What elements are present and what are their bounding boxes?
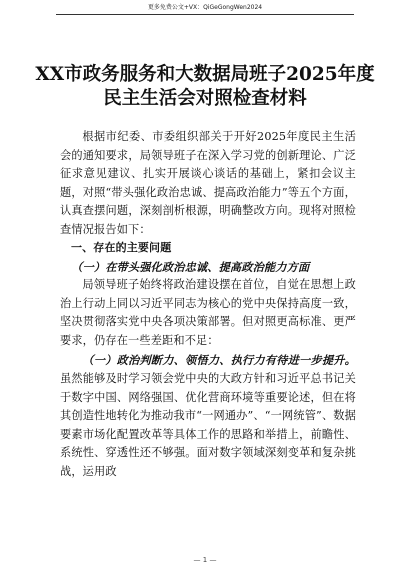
section-heading: 一、存在的主要问题 — [71, 241, 172, 255]
point-text: 虽然能够及时学习领会党中央的大政方针和习近平总书记关于数字中国、网络强国、优化营商环境等重要论述，但在将其创造性地转化为推动我市“一网通办”、“一网统管”、数据要素市场化配置改革等具体工作的思路和举措上，前瞻性、系统性、穿透性还不够强。面对数字领域深刻变革和复杂挑战，运用政 — [60, 372, 356, 478]
header-rule — [56, 14, 354, 15]
title-line-1: XX市政务服务和大数据局班子2025年度 — [35, 64, 375, 85]
subsection-heading: （一）在带头强化政治忠诚、提高政治能力方面 — [71, 259, 310, 274]
point-paragraph — [60, 351, 356, 482]
title-line-2: 民主生活会对照检查材料 — [103, 88, 307, 109]
page-header: 更多免费公文+VX：QiGeGongWen2024 — [147, 4, 263, 11]
document-title — [20, 63, 390, 111]
page-number: — 1 — — [193, 556, 217, 564]
point-lead: （一）政治判断力、领悟力、执行力有待进一步提升。 — [82, 352, 356, 367]
document-body — [60, 128, 356, 481]
intro-paragraph: 根据市纪委、市委组织部关于开好2025年度民主生活会的通知要求，局领导班子在深入学习党的创新理论、广泛征求意见建议、扎实开展谈心谈话的基础上，紧扣会议主题，对照“带头强化政治忠诚、提高政治能力”等五个方面，认真查摆问题，深刻剖析根源，明确整改方向。现将对照检查情况报告如下： — [60, 130, 356, 236]
subsection-paragraph: 局领导班子始终将政治建设摆在首位，自觉在思想上政治上行动上同以习近平同志为核心的党中央保持高度一致，坚决贯彻落实党中央各项决策部署。但对照更高标准、更严要求，仍存在一些差距和不足： — [60, 278, 356, 348]
